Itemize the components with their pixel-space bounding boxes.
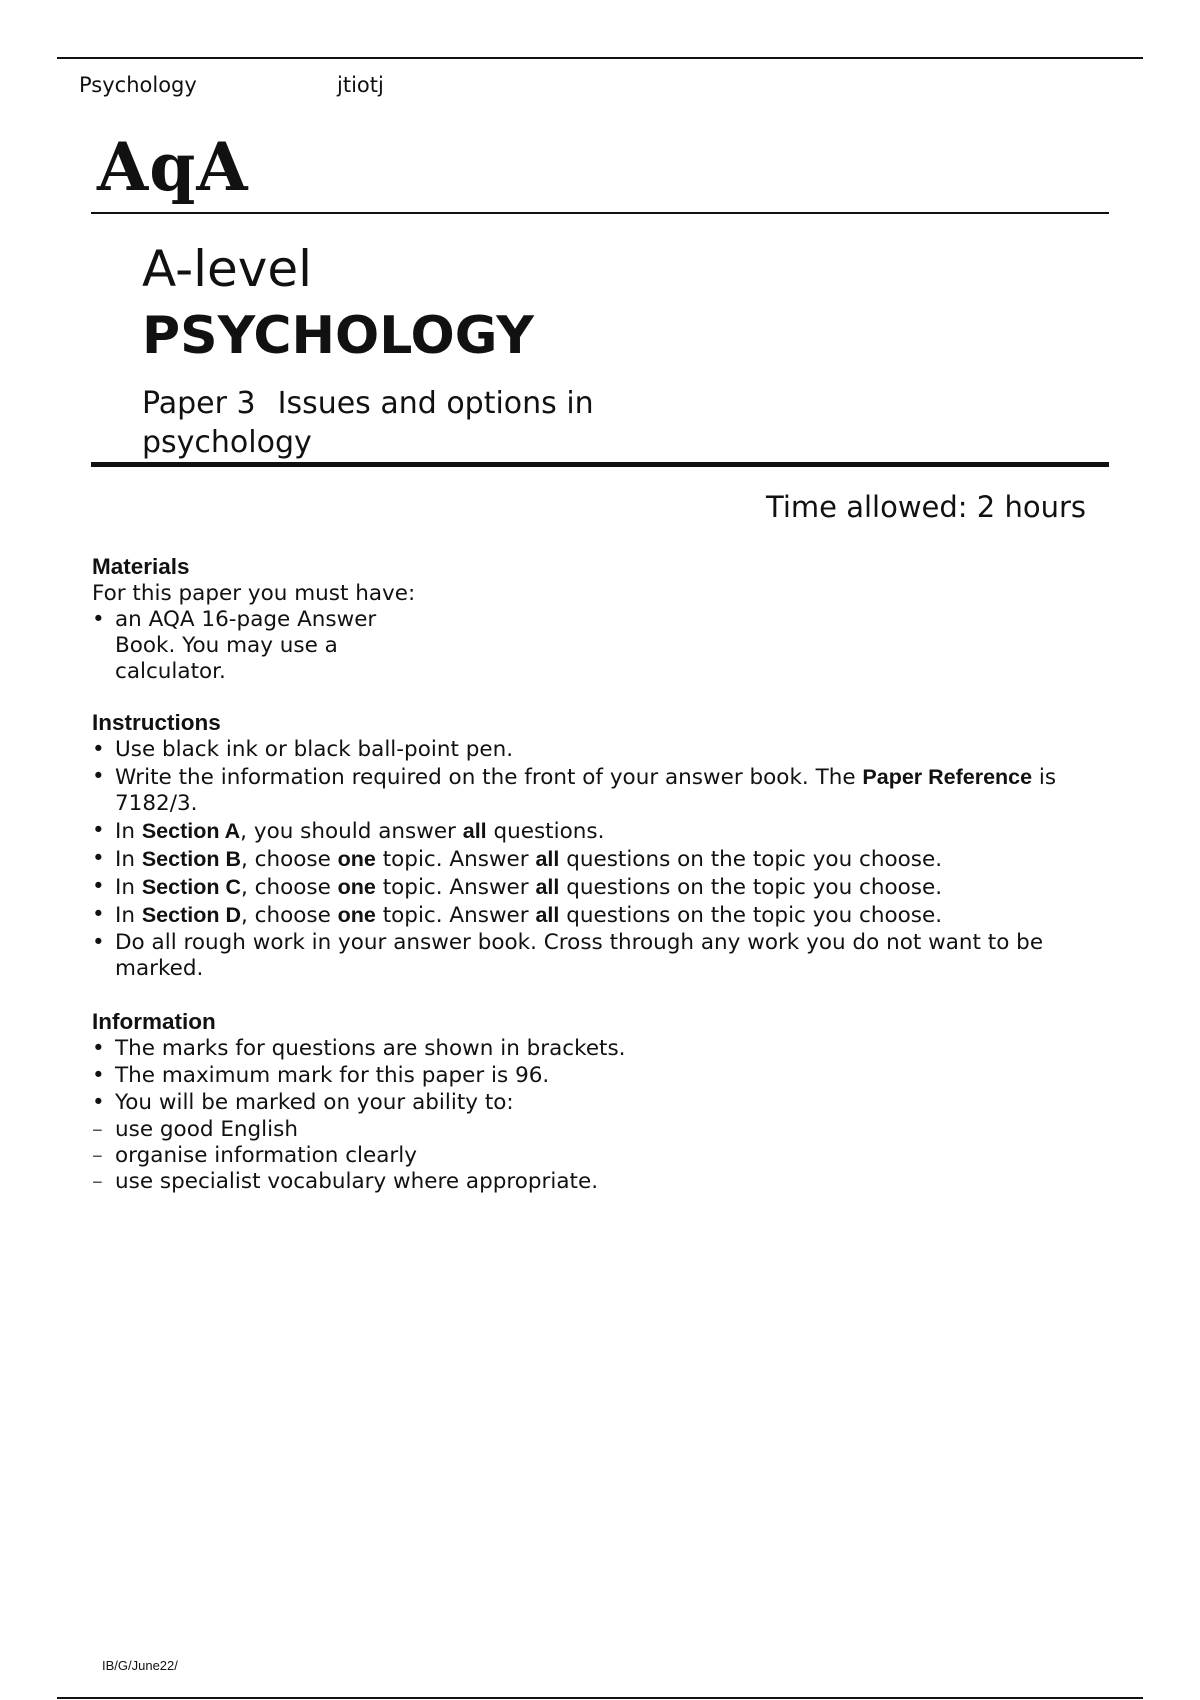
instruction-keyword: Section D (141, 903, 241, 927)
footer-code: IB/G/June22/ (102, 1658, 178, 1673)
materials-item: • an AQA 16-page Answer Book. You may use a calculator. (92, 607, 432, 685)
instruction-keyword: Section B (141, 847, 241, 871)
information-item: • The maximum mark for this paper is 96. (92, 1063, 1112, 1089)
instruction-keyword: all (535, 847, 560, 871)
instruction-text: , choose (240, 875, 338, 900)
instruction-item (92, 737, 1112, 763)
instruction-item (92, 846, 1112, 873)
instruction-text: topic. Answer (375, 875, 536, 900)
instruction-keyword: Paper Reference (862, 765, 1033, 789)
instruction-text: Write the information required on the front of your answer book. The (115, 765, 863, 790)
instruction-text: questions. (486, 819, 605, 844)
logo-divider (91, 212, 1109, 214)
instruction-item (92, 874, 1112, 901)
title-divider (91, 462, 1109, 467)
instruction-keyword: Section C (141, 875, 241, 899)
instruction-text: In (115, 875, 142, 900)
instruction-item (92, 902, 1112, 929)
instruction-item (92, 764, 1112, 817)
instructions-list (92, 737, 1112, 982)
instruction-text: questions on the topic you choose. (559, 847, 943, 872)
instruction-text: questions on the topic you choose. (559, 903, 943, 928)
instruction-text: In (115, 819, 142, 844)
instruction-keyword: all (462, 819, 487, 843)
header-code: jtiotj (337, 73, 384, 97)
subject-title: PSYCHOLOGY (142, 306, 534, 366)
qualification-level: A-level (142, 240, 313, 298)
instructions-section (92, 709, 1112, 983)
instruction-text: , choose (240, 903, 338, 928)
instruction-text: questions on the topic you choose. (559, 875, 943, 900)
bottom-rule (57, 1697, 1143, 1699)
instruction-keyword: all (535, 875, 560, 899)
aqa-logo: AqA (97, 128, 249, 206)
materials-list (92, 607, 432, 685)
ability-subitem: – use specialist vocabulary where appropriate. (92, 1169, 1112, 1195)
instruction-text: topic. Answer (375, 903, 536, 928)
instruction-keyword: one (337, 847, 376, 871)
instruction-text: In (115, 847, 142, 872)
ability-sublist (92, 1117, 1112, 1195)
instruction-keyword: Section A (141, 819, 241, 843)
information-list (92, 1036, 1112, 1116)
paper-heading (142, 384, 612, 462)
instruction-text: In (115, 903, 142, 928)
information-heading: Information (92, 1009, 216, 1034)
instruction-keyword: all (535, 903, 560, 927)
materials-section (92, 553, 1112, 686)
paper-number: Paper 3 (142, 386, 256, 421)
information-item: • You will be marked on your ability to: (92, 1090, 1112, 1116)
header-subject: Psychology (79, 73, 197, 97)
materials-intro: For this paper you must have: (92, 581, 416, 606)
instructions-heading: Instructions (92, 710, 221, 735)
instruction-text: topic. Answer (375, 847, 536, 872)
paper-title: Issues and options in psychology (142, 386, 594, 460)
information-item: • The marks for questions are shown in brackets. (92, 1036, 1112, 1062)
instruction-keyword: one (337, 875, 376, 899)
top-rule (57, 57, 1143, 59)
instruction-text: , choose (240, 847, 338, 872)
instruction-text: Do all rough work in your answer book. Cross through any work you do not want to be marked. (115, 930, 1044, 981)
instruction-keyword: one (337, 903, 376, 927)
instruction-item (92, 818, 1112, 845)
instruction-text: is 7182/3. (115, 765, 1057, 816)
instruction-text: Use black ink or black ball-point pen. (115, 737, 514, 762)
ability-subitem: – use good English (92, 1117, 1112, 1143)
time-allowed: Time allowed: 2 hours (766, 490, 1086, 524)
ability-subitem: – organise information clearly (92, 1143, 1112, 1169)
materials-heading: Materials (92, 554, 190, 579)
instruction-item (92, 930, 1112, 982)
instruction-text: , you should answer (240, 819, 463, 844)
information-section (92, 1008, 1112, 1195)
